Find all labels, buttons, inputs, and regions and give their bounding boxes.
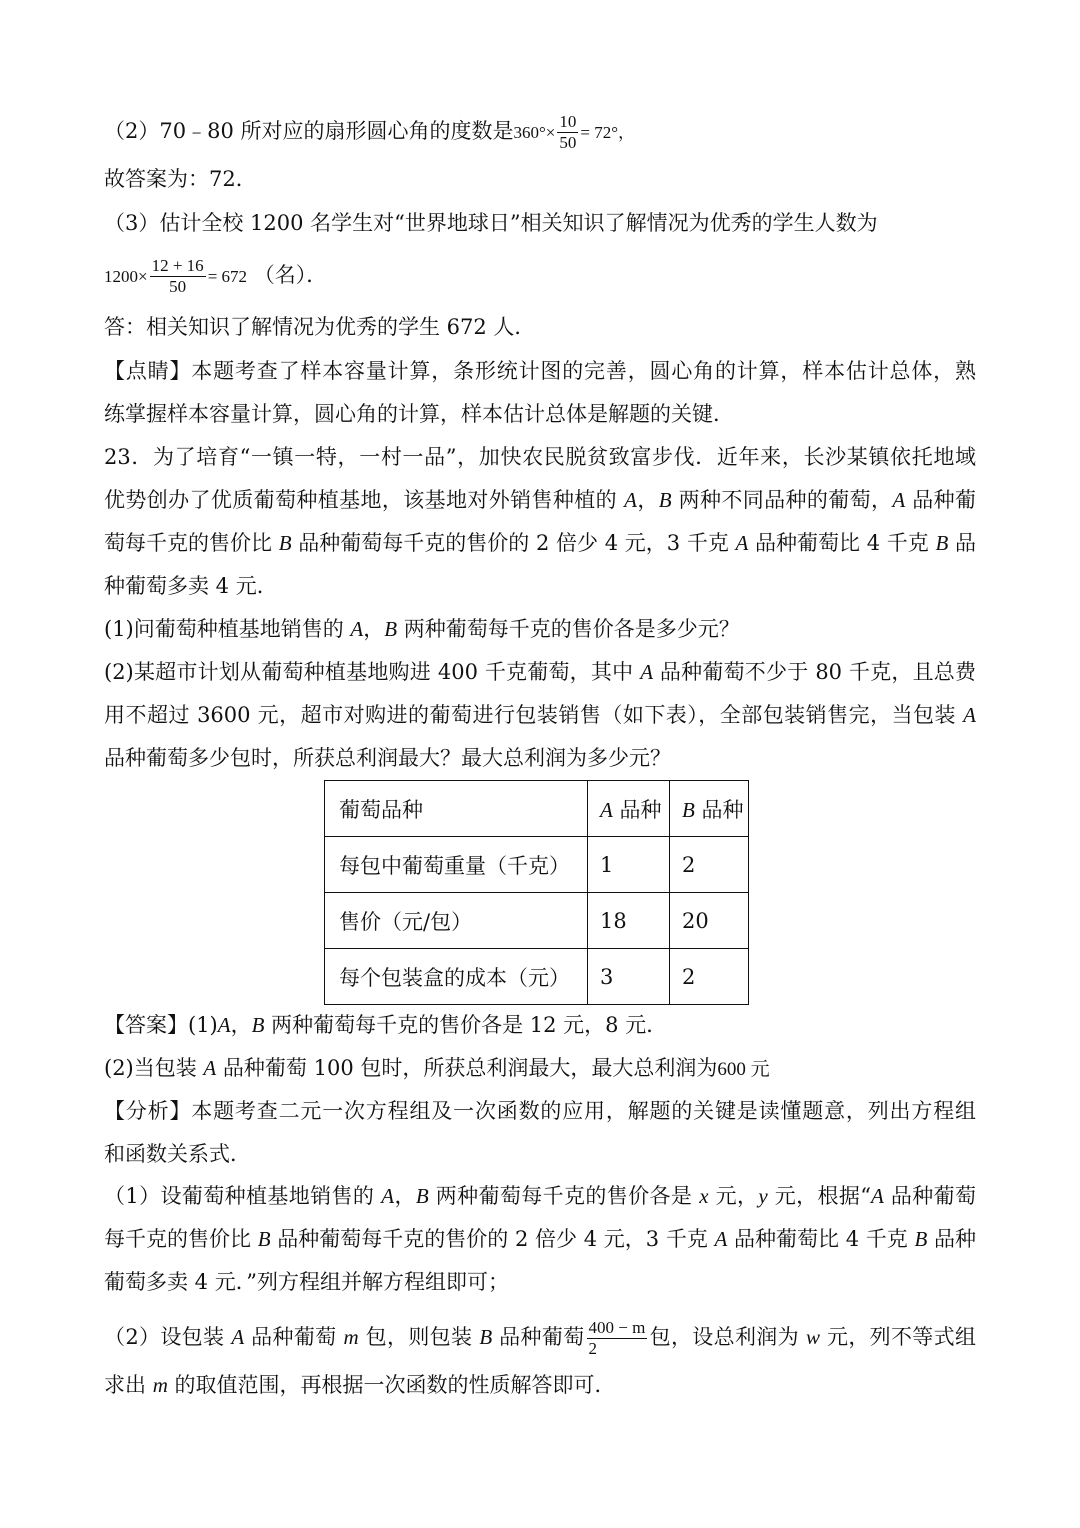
grape-table (324, 780, 749, 1005)
text: ， (363, 617, 385, 641)
text: 【答案】(1) (104, 1013, 218, 1037)
text: 品种葡萄 (244, 1325, 344, 1349)
table-header-row (325, 781, 749, 837)
text: 品种葡 (905, 488, 976, 512)
text: ， (230, 1013, 252, 1037)
text: 萄每千克的售价比 (104, 531, 279, 555)
q23-sub2-line-1 (104, 657, 976, 687)
var-A: A (714, 1227, 728, 1251)
var-B: B (384, 617, 398, 641)
text: 品种 (927, 1227, 976, 1251)
text: (1)问葡萄种植基地销售的 (104, 617, 351, 641)
text: ， (394, 1184, 416, 1208)
q23-sub1 (104, 614, 740, 644)
part3-text: （3）估计全校 1200 名学生对“世界地球日”相关知识了解情况为优秀的学生人数为 (104, 211, 878, 235)
part2-text: （2）70﹣80 所对应的扇形圆心角的度数是 (104, 119, 514, 143)
table-cell: 售价（元/包） (325, 893, 588, 949)
text: 品种葡萄比 4 千克 (727, 1227, 915, 1251)
answer-line-1 (104, 1010, 667, 1040)
analysis-line-1: 【分析】本题考查二元一次方程组及一次函数的应用，解题的关键是读懂题意，列出方程组 (104, 1099, 976, 1123)
text: 品种葡萄 (883, 1184, 976, 1208)
table-cell: 2 (670, 837, 749, 893)
table-cell: 1 (588, 837, 670, 893)
text: (2)某超市计划从葡萄种植基地购进 400 千克葡萄，其中 (104, 660, 641, 684)
part2-fraction (557, 112, 578, 153)
var-y: y (758, 1184, 768, 1208)
table-row (325, 837, 749, 893)
var-A: A (203, 1056, 217, 1080)
text: （2）设包装 (104, 1325, 232, 1349)
table-cell: 3 (588, 949, 670, 1005)
part3-answer: 答：相关知识了解情况为优秀的学生 672 人． (104, 315, 536, 339)
part3-unit: （名）． (253, 263, 328, 287)
table-header-cell: A 品种 (588, 781, 670, 837)
var-A: A (963, 703, 976, 727)
text: 用不超过 3600 元，超市对购进的葡萄进行包装销售（如下表），全部包装销售完，当包装 (104, 703, 964, 727)
text: 品种葡萄比 4 千克 (748, 531, 936, 555)
q23-line-4: 种葡萄多卖 4 元． (104, 574, 278, 598)
table-row (325, 893, 749, 949)
q23-sub2-line-3: 品种葡萄多少包时，所获总利润最大？最大总利润为多少元？ (104, 746, 671, 770)
part3-frac-num: 12 + 16 (151, 256, 204, 275)
var-B: B (278, 531, 292, 555)
q23-line-2 (104, 485, 976, 515)
var-B: B (479, 1325, 493, 1349)
part3-expression (104, 256, 327, 297)
text: ， (636, 488, 659, 512)
text: 两种葡萄每千克的售价各是多少元？ (397, 617, 740, 641)
part2-expr-right: = 72°， (580, 123, 636, 142)
q23-line-3 (104, 528, 976, 558)
analysis-p2-line-1 (104, 1318, 976, 1359)
q23-sub2-line-2 (104, 700, 976, 730)
table-cell: 2 (670, 949, 749, 1005)
var-B: B (935, 531, 949, 555)
text: 两种不同品种的葡萄， (671, 488, 893, 512)
var-A: A (600, 797, 613, 822)
part2-answer: 故答案为：72． (104, 167, 257, 191)
frac-num: 400 − m (588, 1318, 646, 1337)
var-m: m (152, 1373, 168, 1397)
table-header-cell: 葡萄品种 (325, 781, 588, 837)
var-B: B (682, 797, 695, 822)
text: 品 (948, 531, 976, 555)
var-B: B (658, 488, 672, 512)
var-A: A (870, 1184, 884, 1208)
var-A: A (350, 617, 364, 641)
text: 元，根据“ (767, 1184, 871, 1208)
analysis-p1-line-1 (104, 1181, 976, 1211)
text: 两种葡萄每千克的售价各是 (428, 1184, 700, 1208)
text: (2)当包装 (104, 1056, 204, 1080)
text: 品种葡萄每千克的售价的 2 倍少 4 元，3 千克 (270, 1227, 715, 1251)
table-cell: 18 (588, 893, 670, 949)
text: （1）设葡萄种植基地销售的 (104, 1184, 382, 1208)
var-B: B (415, 1184, 429, 1208)
text: 品种葡萄每千克的售价的 2 倍少 4 元，3 千克 (291, 531, 736, 555)
part3-fraction (150, 256, 206, 297)
text: 优势创办了优质葡萄种植基地，该基地对外销售种植的 (104, 488, 625, 512)
var-B: B (257, 1227, 271, 1251)
table-cell: 每个包装盒的成本（元） (325, 949, 588, 1005)
comment-line-2: 练掌握样本容量计算，圆心角的计算，样本估计总体是解题的关键． (104, 402, 734, 426)
part3-expr-left: 1200× (104, 267, 148, 286)
text: 的取值范围，再根据一次函数的性质解答即可． (167, 1373, 616, 1397)
var-A: A (231, 1325, 245, 1349)
var-m: m (343, 1325, 359, 1349)
var-A: A (735, 531, 749, 555)
text: 品种葡萄不少于 80 千克，且总费 (653, 660, 977, 684)
text: 两种葡萄每千克的售价各是 12 元，8 元． (264, 1013, 668, 1037)
text: 元，列不等式组 (819, 1325, 976, 1349)
text: 品种葡萄 (492, 1325, 585, 1349)
table-row (325, 949, 749, 1005)
analysis-p2-line-2 (104, 1370, 616, 1400)
var-B: B (914, 1227, 928, 1251)
analysis-line-2: 和函数关系式． (104, 1142, 251, 1166)
text: 包，则包装 (358, 1325, 480, 1349)
var-B: B (251, 1013, 265, 1037)
part2-frac-den: 50 (559, 133, 577, 152)
part2-expr-left: 360°× (513, 123, 556, 142)
part3-expr-right: = 672 (207, 267, 248, 286)
analysis-p1-line-2 (104, 1224, 976, 1254)
part2-frac-num: 10 (559, 112, 577, 131)
var-x: x (699, 1184, 709, 1208)
part2-line (104, 112, 635, 153)
comment-line-1: 【点睛】本题考查了样本容量计算，条形统计图的完善，圆心角的计算，样本估计总体，熟 (104, 359, 976, 383)
var-A: A (624, 488, 637, 512)
text: 品种葡萄 100 包时，所获总利润最大，最大总利润为 (216, 1056, 718, 1080)
answer-line-2 (104, 1053, 770, 1085)
var-A: A (892, 488, 906, 512)
var-w: w (805, 1325, 820, 1349)
q23-line-1: 23．为了培育“一镇一特，一村一品”，加快农民脱贫致富步伐．近年来，长沙某镇依托地域 (104, 445, 976, 469)
part3-frac-den: 50 (169, 277, 187, 296)
text: 包，设总利润为 (649, 1325, 806, 1349)
analysis-p2-fraction (587, 1318, 648, 1359)
var-A: A (217, 1013, 231, 1037)
table-header-cell: B 品种 (670, 781, 749, 837)
frac-den: 2 (588, 1339, 597, 1358)
text: 600 元 (717, 1059, 770, 1080)
var-A: A (640, 660, 654, 684)
table-cell: 20 (670, 893, 749, 949)
analysis-p1-line-3: 葡萄多卖 4 元．”列方程组并解方程组即可； (104, 1270, 509, 1294)
text: 元， (708, 1184, 759, 1208)
table-cell: 每包中葡萄重量（千克） (325, 837, 588, 893)
var-A: A (381, 1184, 395, 1208)
text: 求出 (104, 1373, 153, 1397)
text: 每千克的售价比 (104, 1227, 258, 1251)
